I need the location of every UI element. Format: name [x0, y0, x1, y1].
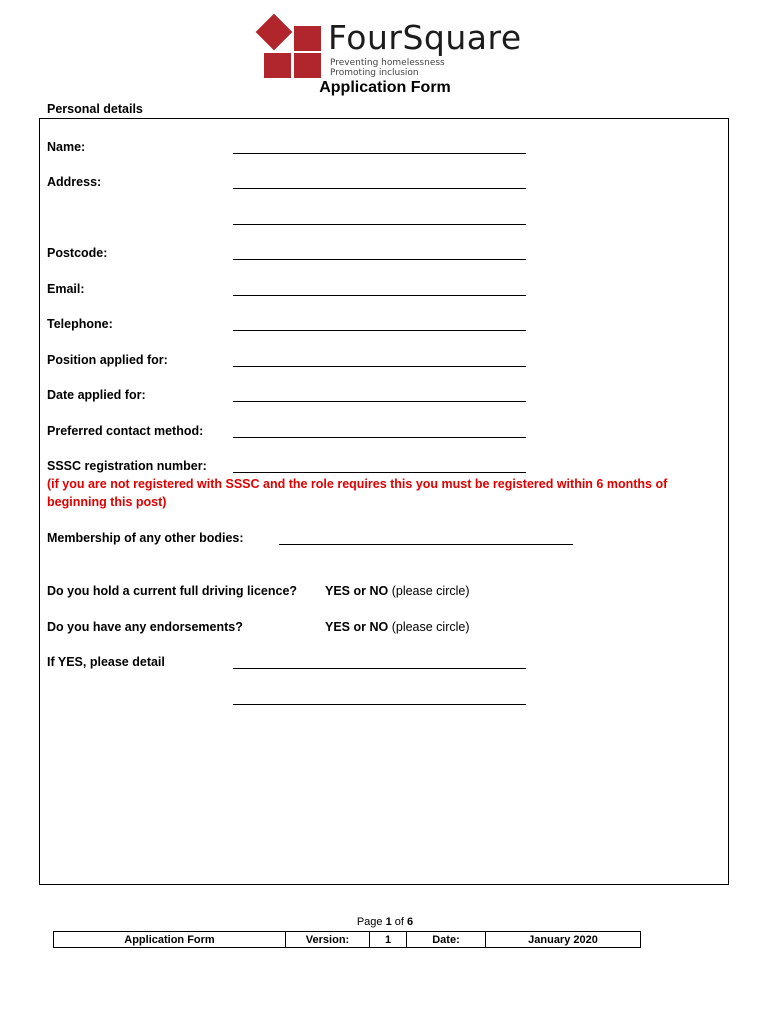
date-applied-label: Date applied for: — [47, 388, 146, 402]
endorsement-detail-line-2[interactable] — [233, 704, 526, 705]
position-field[interactable] — [233, 366, 526, 367]
footer-version-label: Version: — [286, 932, 370, 947]
position-label: Position applied for: — [47, 353, 168, 367]
logo-square-bottom-right — [294, 53, 321, 78]
endorsements-please-circle: (please circle) — [391, 620, 470, 634]
brand-tagline-1: Preventing homelessness — [330, 58, 445, 68]
sssc-note: (if you are not registered with SSSC and the role requires this you must be registered within 6 months of beginning this post) — [47, 477, 668, 509]
sssc-field[interactable] — [233, 472, 526, 473]
logo-square-bottom-left — [264, 53, 291, 78]
footer-date-value: January 2020 — [528, 933, 598, 946]
page-total: 6 — [407, 916, 414, 928]
brand-tagline-2: Promoting inclusion — [330, 68, 419, 78]
address-field-line-1[interactable] — [233, 188, 526, 189]
contact-method-label: Preferred contact method: — [47, 424, 204, 438]
section-title: Personal details — [47, 102, 143, 116]
endorsements-answer[interactable] — [325, 620, 470, 634]
address-field-line-2[interactable] — [233, 224, 526, 225]
page-number — [0, 916, 770, 928]
page-prefix: Page — [356, 916, 383, 928]
logo-square-top — [256, 14, 293, 50]
email-label: Email: — [47, 282, 85, 296]
endorsement-detail-line-1[interactable] — [233, 668, 526, 669]
driving-answer[interactable] — [325, 584, 470, 598]
footer-doc-name: Application Form — [54, 932, 286, 947]
postcode-label: Postcode: — [47, 246, 108, 260]
footer-version-value: 1 — [370, 932, 407, 947]
endorsements-yes-no[interactable]: YES or NO — [325, 620, 389, 634]
membership-field[interactable] — [279, 544, 573, 545]
page-title: Application Form — [319, 79, 451, 96]
telephone-field[interactable] — [233, 330, 526, 331]
name-field[interactable] — [233, 153, 526, 154]
contact-method-field[interactable] — [233, 437, 526, 438]
driving-please-circle: (please circle) — [391, 584, 470, 598]
name-label: Name: — [47, 140, 86, 154]
if-yes-label: If YES, please detail — [47, 655, 165, 669]
driving-question: Do you hold a current full driving licence? — [47, 584, 298, 598]
driving-yes-no[interactable]: YES or NO — [325, 584, 389, 598]
date-applied-field[interactable] — [233, 401, 526, 402]
address-label: Address: — [47, 175, 102, 189]
brand-name: FourSquare — [328, 18, 522, 57]
endorsements-question: Do you have any endorsements? — [47, 620, 243, 634]
footer-table — [53, 931, 641, 948]
page-of: of — [394, 916, 404, 928]
email-field[interactable] — [233, 295, 526, 296]
postcode-field[interactable] — [233, 259, 526, 260]
telephone-label: Telephone: — [47, 317, 113, 331]
sssc-label: SSSC registration number: — [47, 459, 207, 473]
logo-square-right — [294, 26, 321, 51]
footer-date-label: Date: — [407, 932, 486, 947]
membership-label: Membership of any other bodies: — [47, 531, 244, 545]
page-current: 1 — [385, 916, 392, 928]
